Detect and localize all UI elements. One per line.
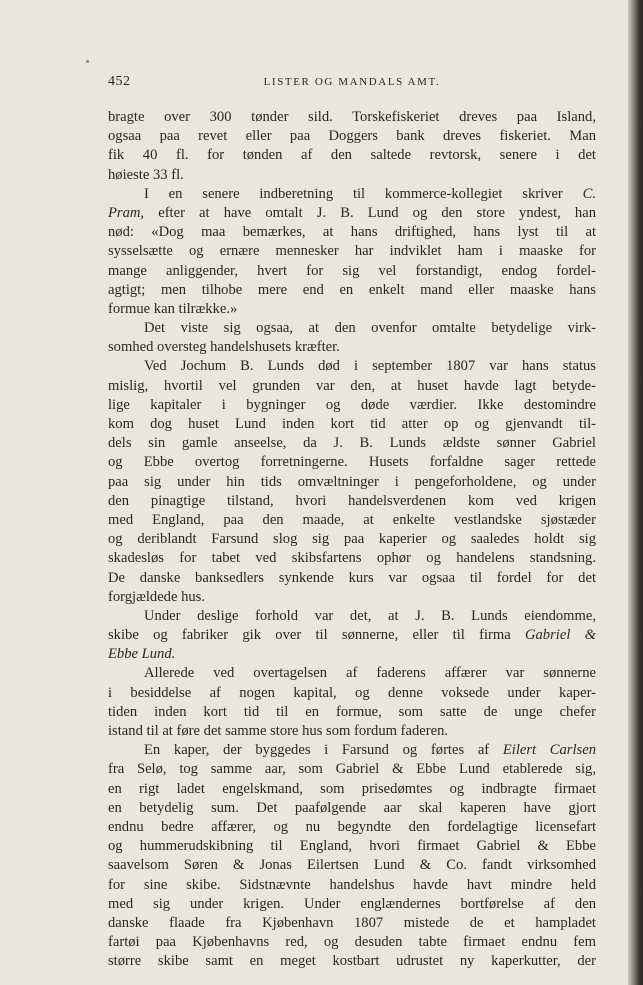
text-segment: agtigt; men tilhobe mere end en enkelt mand eller maaske hans [108, 281, 596, 298]
text-segment: fartøi paa Kjøbenhavns red, og desuden tabte firmaet endnu fem [108, 934, 596, 951]
text-line [108, 415, 596, 434]
text-line [108, 703, 596, 722]
text-segment: større skibe samt en meget kostbart udrustet ny kaperkutter, der [108, 953, 596, 970]
text-line [108, 242, 596, 261]
italic-text: Eilert Carlsen [502, 742, 596, 759]
text-segment: tiden inden kort tid til en formue, som satte de unge chefer [108, 703, 596, 720]
text-segment: endnu bedre affærer, og nu begyndte den fordelagtige licensefart [108, 818, 596, 835]
text-segment: sysselsætte og ernære mennesker har indviklet ham i maaske for [108, 243, 596, 260]
text-segment: Det viste sig ogsaa, at den ovenfor omtalte betydelige virk- [144, 320, 596, 337]
text-line [108, 799, 596, 818]
text-segment: den pinagtige tilstand, hvori handelsverdenen kom ved krigen [108, 492, 596, 509]
text-segment: paa sig under hin tids omvæltninger i pengeforholdene, og under [108, 473, 596, 490]
text-segment: Under deslige forhold var det, at J. B. Lunds eiendomme, [144, 607, 596, 624]
text-segment: De danske banksedlers synkende kurs var ogsaa til fordel for det [108, 569, 596, 586]
text-line [108, 741, 596, 760]
text-segment: Allerede ved overtagelsen af faderens affærer var sønnerne [144, 665, 596, 682]
italic-text: C. [582, 185, 596, 202]
text-line [108, 895, 596, 914]
text-line [108, 262, 596, 281]
text-line [108, 146, 596, 165]
text-line [108, 664, 596, 683]
text-segment: saavelsom Søren & Jonas Eilertsen Lund & Co. fandt virksomhed [108, 857, 596, 874]
text-line [108, 914, 596, 933]
text-line [108, 837, 596, 856]
text-line [108, 300, 596, 319]
text-line [108, 434, 596, 453]
text-line [108, 530, 596, 549]
page-speck [86, 60, 89, 63]
text-line [108, 185, 596, 204]
text-line [108, 626, 596, 645]
text-segment: Ved Jochum B. Lunds død i september 1807 var hans status [144, 358, 596, 375]
text-line [108, 281, 596, 300]
text-segment: skibe og fabriker gik over til sønnerne, eller til firma [108, 627, 525, 644]
text-segment: kom dog huset Lund inden kort tid atter op og gjenvandt til- [108, 416, 596, 432]
text-segment: dels sin gamle anseelse, da J. B. Lunds ældste sønner Gabriel [108, 435, 596, 452]
text-line [108, 377, 596, 396]
text-segment: bragte over 300 tønder sild. Torskefiskeriet dreves paa Island, [108, 109, 596, 125]
italic-text: Gabriel & [524, 627, 596, 644]
text-segment: fra Selø, tog samme aar, som Gabriel & Ebbe Lund etablerede sig, [108, 761, 596, 778]
text-line [108, 876, 596, 895]
text-line [108, 108, 596, 127]
text-line [108, 319, 596, 338]
text-segment: og deriblandt Farsund slog sig paa kaperier og saaledes holdt sig [108, 531, 596, 548]
text-line [108, 952, 596, 971]
text-segment: nød: «Dog maa bemærkes, at hans driftighed, hans lyst til at [108, 224, 596, 241]
text-line [108, 453, 596, 472]
text-line [108, 722, 596, 741]
text-line [108, 588, 596, 607]
text-segment: med sig under krigen. Under englændernes bortførelse af den [108, 895, 596, 912]
text-line [108, 166, 596, 185]
body-text [108, 108, 596, 971]
text-segment: og Ebbe overtog forretningerne. Husets forfaldne sager rettede [108, 454, 596, 471]
text-line [108, 549, 596, 568]
text-line [108, 856, 596, 875]
text-segment: med England, paa den maade, at enkelte vestlandske sjøstæder [108, 511, 596, 528]
text-line [108, 760, 596, 779]
text-segment: en rigt ladet engelskmand, som prisedømtes og indbragte firmaet [108, 780, 596, 797]
text-line [108, 645, 596, 664]
text-segment: efter at have omtalt J. B. Lund og den store yndest, han [144, 204, 596, 221]
text-segment: ogsaa paa revet eller paa Doggers bank dreves fiskeriet. Man [108, 128, 596, 145]
page-number: 452 [108, 74, 131, 89]
text-segment: skadesløs for tabet ved skibsfartens ophør og handelens standsning. [108, 550, 596, 567]
text-line [108, 357, 596, 376]
text-segment: forgjældede hus. [108, 588, 206, 605]
text-line [108, 338, 596, 357]
text-segment: somhed oversteg handelshusets kræfter. [108, 339, 340, 356]
running-head: LISTER OG MANDALS AMT. [263, 76, 441, 88]
page-edge-shadow [628, 0, 643, 985]
text-segment: for sine skibe. Sidstnævnte handelshus havde havt mindre held [108, 876, 596, 893]
text-segment: lige kapitaler i bygninger og døde værdier. Ikke destomindre [108, 396, 596, 413]
text-line [108, 818, 596, 837]
text-segment: istand til at føre det samme store hus som fordum faderen. [108, 723, 449, 739]
italic-text: Ebbe Lund. [108, 646, 176, 663]
text-segment: i besiddelse af nogen kapital, og denne voksede under kaper- [108, 684, 596, 701]
text-line [108, 933, 596, 952]
text-line [108, 780, 596, 799]
italic-text: Pram, [108, 204, 145, 221]
text-segment: mislig, hvortil vel grunden var den, at huset havde lagt betyde- [108, 377, 596, 394]
text-segment: høieste 33 fl. [108, 166, 184, 183]
text-segment: formue kan tilrække.» [108, 300, 238, 317]
text-segment: I en senere indberetning til kommerce-kollegiet skriver [144, 185, 583, 202]
text-line [108, 473, 596, 492]
text-line [108, 492, 596, 511]
text-line [108, 684, 596, 703]
text-segment: mange anliggender, hvert for sig vel forstandigt, endog fordel- [108, 262, 596, 279]
text-segment: og hummerudskibning til England, hvori firmaet Gabriel & Ebbe [108, 838, 596, 855]
text-line [108, 223, 596, 242]
text-line [108, 607, 596, 626]
text-segment: En kaper, der byggedes i Farsund og førtes af [144, 742, 503, 759]
text-line [108, 396, 596, 415]
text-segment: danske flaade fra Kjøbenhavn 1807 mistede de et hampladet [108, 914, 596, 931]
page-header [108, 74, 596, 94]
text-line [108, 204, 596, 223]
text-line [108, 511, 596, 530]
text-line [108, 127, 596, 146]
text-segment: en betydelig sum. Det paafølgende aar skal kaperen have gjort [108, 799, 596, 816]
text-segment: fik 40 fl. for tønden af den saltede revtorsk, senere i det [108, 147, 596, 164]
text-line [108, 569, 596, 588]
